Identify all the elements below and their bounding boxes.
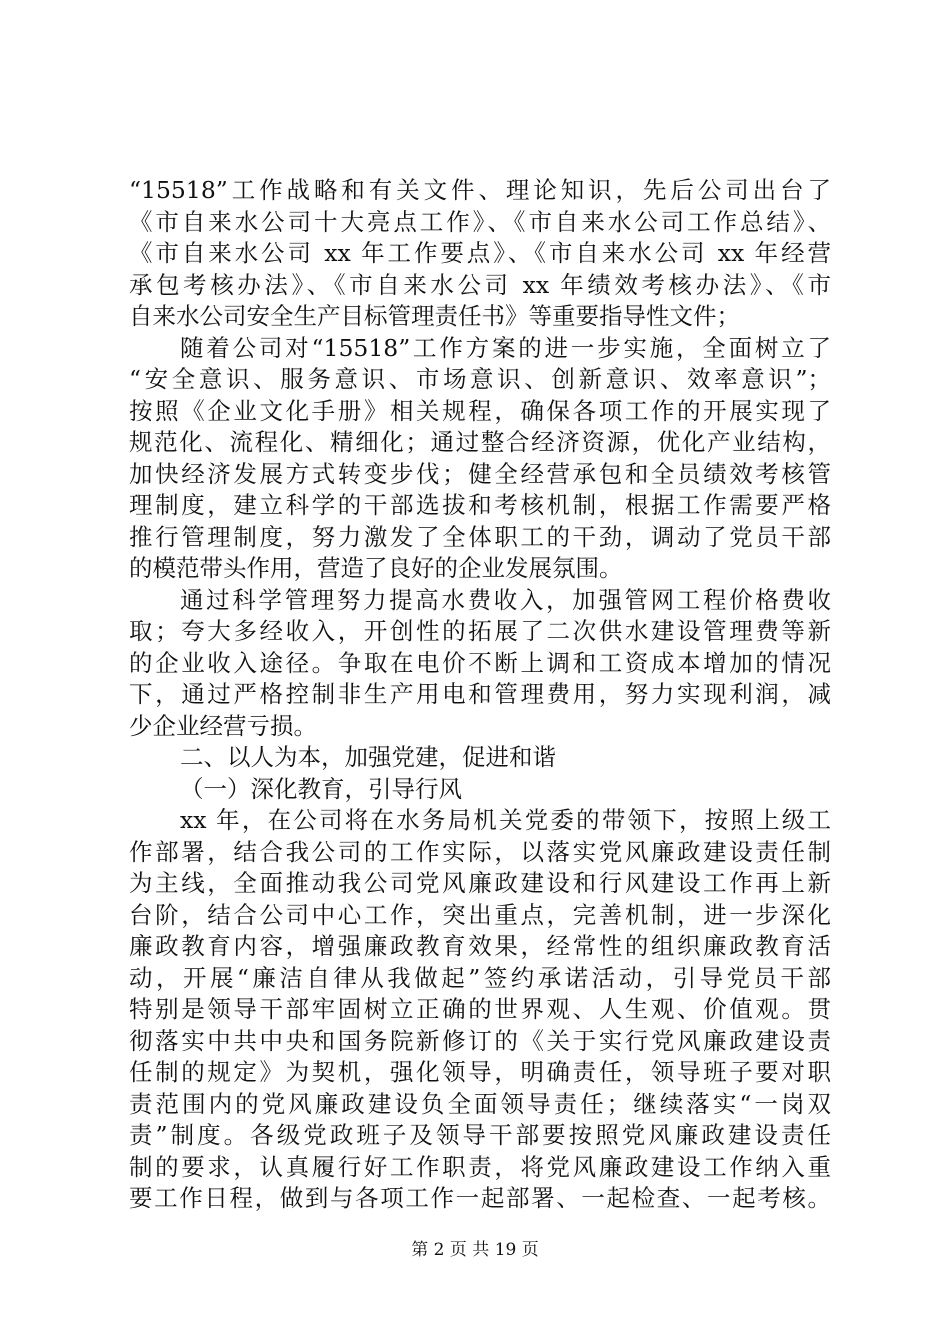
body-text-line: 任制的规定》为契机，强化领导，明确责任，领导班子要对职 (129, 1058, 831, 1086)
body-text-line: 推行管理制度，努力激发了全体职工的干劲，调动了党员干部 (129, 522, 831, 551)
paragraph-first-line: xx 年，在公司将在水务局机关党委的带领下，按照上级工 (180, 806, 831, 834)
body-text-line: 取；夸大多经收入，开创性的拓展了二次供水建设管理费等新 (129, 617, 831, 645)
body-text-line: 加快经济发展方式转变步伐；健全经营承包和全员绩效考核管 (129, 459, 831, 488)
body-text-line: 按照《企业文化手册》相关规程，确保各项工作的开展实现了 (129, 396, 831, 425)
body-text-line: 制的要求，认真履行好工作职责，将党风廉政建设工作纳入重 (129, 1152, 831, 1181)
body-text-line: 为主线，全面推动我公司党风廉政建设和行风建设工作再上新 (129, 869, 831, 897)
body-text-line: 责”制度。各级党政班子及领导干部要按照党风廉政建设责任 (129, 1121, 831, 1149)
body-text-line: 《市自来水公司十大亮点工作》、《市自来水公司工作总结》、 (129, 207, 831, 236)
body-text-line: 下，通过严格控制非生产用电和管理费用，努力实现利润，减 (129, 680, 831, 708)
body-text-line: 特别是领导干部牢固树立正确的世界观、人生观、价值观。贯 (129, 995, 831, 1023)
body-text-line: 的模范带头作用，营造了良好的企业发展氛围。 (129, 554, 623, 582)
body-text-line: 理制度，建立科学的干部选拔和考核机制，根据工作需要严格 (129, 491, 831, 519)
body-text-line: 彻落实中共中央和国务院新修订的《关于实行党风廉政建设责 (129, 1026, 831, 1055)
body-text-line: 廉政教育内容，增强廉政教育效果，经常性的组织廉政教育活 (129, 932, 831, 960)
paragraph-first-line: 通过科学管理努力提高水费收入，加强管网工程价格费收 (180, 585, 831, 614)
body-text-line: 作部署，结合我公司的工作实际，以落实党风廉政建设责任制 (129, 837, 831, 866)
body-text-line: “安全意识、服务意识、市场意识、创新意识、效率意识”； (129, 365, 831, 393)
body-text-line: 自来水公司安全生产目标管理责任书》等重要指导性文件； (129, 302, 740, 330)
page-number: 第 2 页 共 19 页 (411, 1240, 539, 1260)
paragraph-first-line: 随着公司对“15518”工作方案的进一步实施，全面树立了 (180, 333, 831, 362)
body-text-line: 《市自来水公司 xx 年工作要点》、《市自来水公司 xx 年经营 (129, 239, 831, 267)
subsection-heading: （一）深化教育，引导行风 (180, 774, 462, 803)
body-text-line: 的企业收入途径。争取在电价不断上调和工资成本增加的情况 (129, 648, 831, 677)
body-text-line: 要工作日程，做到与各项工作一起部署、一起检查、一起考核。 (129, 1184, 831, 1212)
body-text-line: 责范围内的党风廉政建设负全面领导责任；继续落实“一岗双 (129, 1089, 831, 1118)
body-text-line: 承包考核办法》、《市自来水公司 xx 年绩效考核办法》、《市 (129, 270, 831, 299)
body-text-line: 台阶，结合公司中心工作，突出重点，完善机制，进一步深化 (129, 900, 831, 929)
section-heading: 二、以人为本，加强党建，促进和谐 (180, 743, 556, 771)
body-text-line: 少企业经营亏损。 (129, 711, 317, 740)
body-text-line: 动，开展“廉洁自律从我做起”签约承诺活动，引导党员干部 (129, 963, 831, 992)
body-text-line: 规范化、流程化、精细化；通过整合经济资源，优化产业结构， (129, 428, 831, 456)
body-text-line: “15518”工作战略和有关文件、理论知识，先后公司出台了 (129, 176, 831, 204)
